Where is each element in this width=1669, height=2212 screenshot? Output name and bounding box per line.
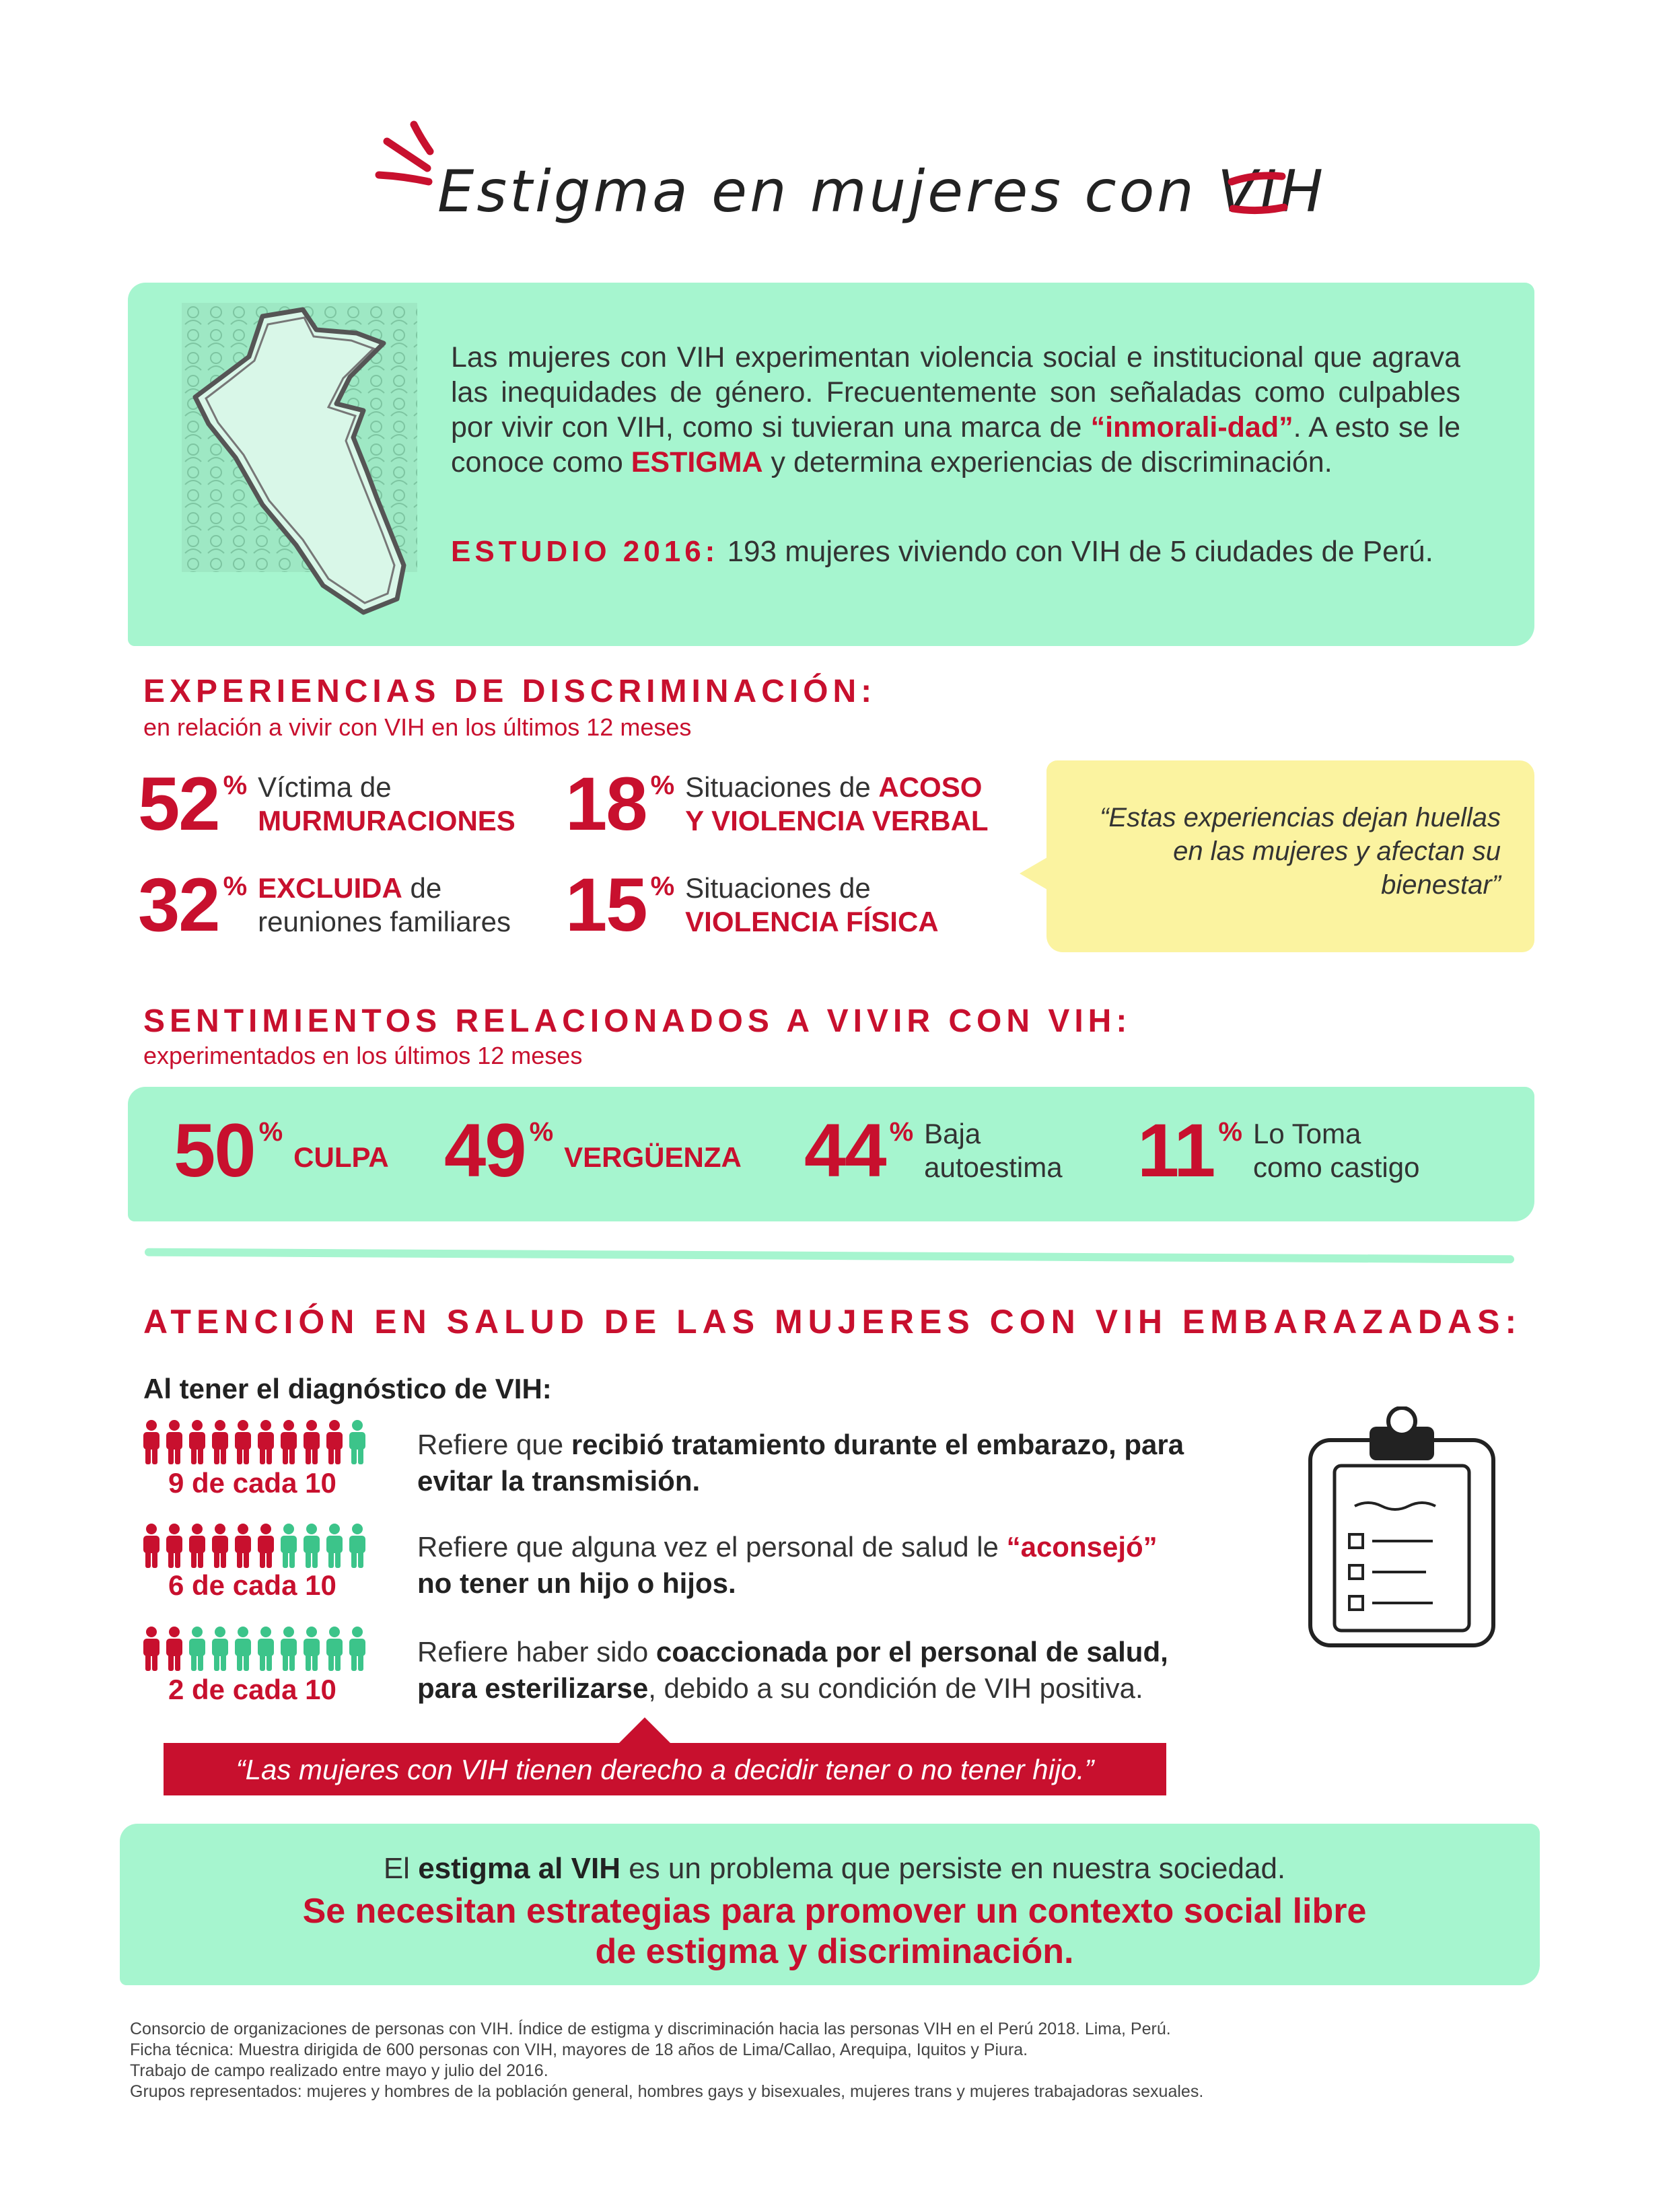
person-icon-red [256,1419,276,1466]
person-icon-green [347,1522,367,1569]
title-right-marks [1225,168,1292,222]
person-icon-green [347,1419,367,1466]
footer-sources: Consorcio de organizaciones de personas con VIH. Índice de estigma y discriminación hacia las personas VIH en el Perú 2018. Lima, Perú. Ficha técnica: Muestra dirigida de 600 personas con VIH, mayores de 18 años de Lima/Callao, Arequipa, Iquitos y Piura. Trabajo de campo realizado entre mayo y julio del 2016. Grupos representados: mujeres y hombres de la población general, hombres gays y bisexuales, mujeres trans y mujeres trabajadoras sexuales. [130,2020,1204,2101]
clipboard-icon [1302,1406,1504,1655]
page-title: Estigma en mujeres con VIH [437,158,1326,225]
health-row-advised: Refiere que alguna vez el personal de salud le “aconsejó” no tener un hijo o hijos. [417,1531,1158,1599]
stat-castigo: 11 % Lo Toma como castigo [1137,1108,1420,1192]
person-icon-green [301,1522,322,1569]
stat-excluida: 32 % EXCLUIDA de reuniones familiares [138,863,511,947]
stat-murmuraciones: 52 % Víctima de MURMURACIONES [138,762,516,846]
person-icon-green [210,1625,230,1672]
person-icon-red [210,1522,230,1569]
rights-banner-text: “Las mujeres con VIH tienen derecho a decidir tener o no tener hijo.” [236,1754,1094,1785]
conclusion-call-to-action: Se necesitan estrategias para promover un contexto social libre de estigma y discriminación. [302,1892,1367,1971]
peru-map-illustration [182,303,417,626]
person-icon-red [141,1522,162,1569]
person-icon-red [164,1419,184,1466]
discrimination-subheading: en relación a vivir con VIH en los últimos 12 meses [143,713,692,741]
count-6-of-10: 6 de cada 10 [168,1569,336,1601]
person-icon-red [164,1522,184,1569]
stat-violencia-fisica: 15 % Situaciones de VIOLENCIA FÍSICA [565,863,939,947]
feelings-heading: SENTIMIENTOS RELACIONADOS A VIVIR CON VIH: [143,1003,1132,1039]
person-icon-red [279,1419,299,1466]
person-icon-red [233,1419,253,1466]
person-icon-red [164,1625,184,1672]
person-icon-red [256,1522,276,1569]
person-icon-green [279,1625,299,1672]
person-icon-red [210,1419,230,1466]
people-row-9-of-10 [141,1419,367,1466]
person-icon-green [324,1625,345,1672]
person-icon-green [324,1522,345,1569]
person-icon-red [141,1419,162,1466]
stat-verguenza: 49 % VERGÜENZA [444,1108,742,1192]
stat-culpa: 50 % CULPA [174,1108,389,1192]
banner-pointer [618,1717,672,1744]
people-row-2-of-10 [141,1625,367,1672]
title-left-marks [374,114,448,195]
quote-text: “Estas experiencias dejan huellas en las mujeres y afectan su bienestar” [1100,803,1501,900]
stat-acoso: 18 % Situaciones de ACOSO Y VIOLENCIA VERBAL [565,762,989,846]
person-icon-red [141,1625,162,1672]
person-icon-red [187,1522,207,1569]
people-row-6-of-10 [141,1522,367,1569]
person-icon-green [279,1522,299,1569]
health-row-treatment: Refiere que recibió tratamiento durante el embarazo, para evitar la transmisión. [417,1429,1184,1497]
discrimination-heading: EXPERIENCIAS DE DISCRIMINACIÓN: [143,674,877,709]
section-divider [145,1248,1514,1264]
person-icon-red [233,1522,253,1569]
stat-autoestima: 44 % Baja autoestima [804,1108,1063,1192]
feelings-subheading: experimentados en los últimos 12 meses [143,1042,583,1069]
person-icon-green [233,1625,253,1672]
person-icon-red [324,1419,345,1466]
diagnosis-label: Al tener el diagnóstico de VIH: [143,1373,552,1404]
health-heading: ATENCIÓN EN SALUD DE LAS MUJERES CON VIH EMBARAZADAS: [143,1303,1522,1341]
count-2-of-10: 2 de cada 10 [168,1674,336,1705]
study-note: ESTUDIO 2016: 193 mujeres viviendo con VIH de 5 ciudades de Perú. [451,535,1433,568]
person-icon-red [187,1419,207,1466]
person-icon-green [256,1625,276,1672]
quote-bubble [1046,760,1534,952]
person-icon-green [301,1625,322,1672]
person-icon-green [187,1625,207,1672]
person-icon-red [301,1419,322,1466]
health-row-coerced: Refiere haber sido coaccionada por el personal de salud, para esterilizarse, debido a su condición de VIH positiva. [417,1636,1168,1704]
intro-paragraph: Las mujeres con VIH experimentan violencia social e institucional que agrava las inequidades de género. Frecuentemente son señaladas como culpables por vivir con VIH, como si tuvieran una marca de “inmorali-dad”. A esto se le conoce como ESTIGMA y determina experiencias de discriminación. [451,341,1461,478]
rights-banner [164,1743,1166,1795]
conclusion-line-1: El estigma al VIH es un problema que persiste en nuestra sociedad. [383,1852,1286,1885]
person-icon-green [347,1625,367,1672]
count-9-of-10: 9 de cada 10 [168,1467,336,1499]
